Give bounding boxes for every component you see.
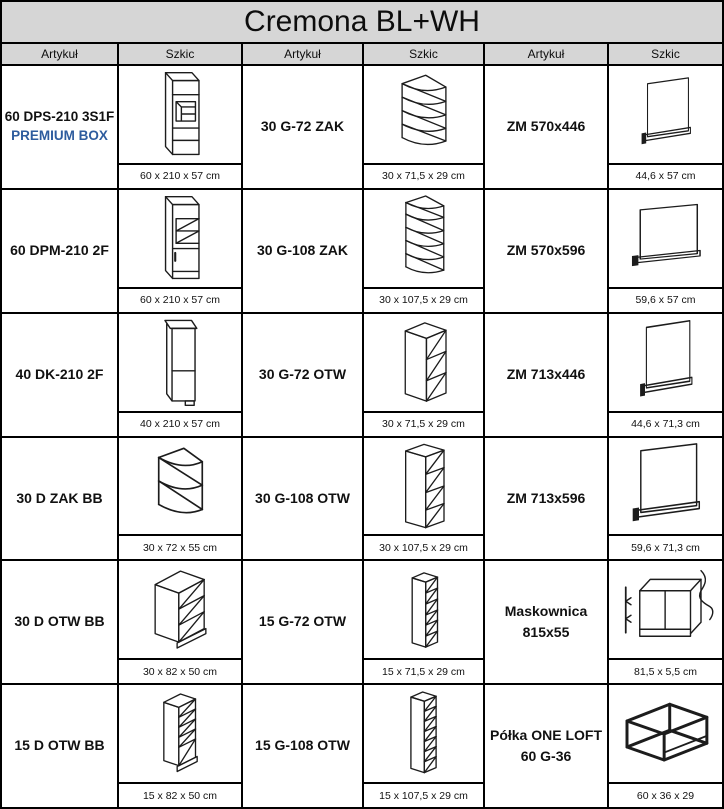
article-cell [485, 66, 607, 188]
article-cell [243, 314, 362, 436]
sketch-cell [609, 66, 722, 188]
open-wall-shelf-icon [392, 318, 456, 406]
article-code: Półka ONE LOFT [489, 727, 602, 744]
dimension-label: 60 x 36 x 29 [609, 782, 722, 807]
article-code: 30 G-72 ZAK [260, 118, 345, 135]
article-code-line2: 60 G-36 [520, 747, 572, 764]
article-cell [2, 66, 117, 188]
article-cell [243, 561, 362, 683]
sketch-cell [364, 438, 483, 560]
article-cell [243, 685, 362, 807]
dimension-label: 30 x 107,5 x 29 cm [364, 287, 483, 312]
article-cell [243, 438, 362, 560]
article-premium-label: PREMIUM BOX [11, 128, 108, 144]
dimension-label: 44,6 x 71,3 cm [609, 411, 722, 436]
sketch-cell [119, 66, 241, 188]
open-wall-shelf-tall-icon [394, 439, 454, 533]
sketch-cell [119, 190, 241, 312]
narrow-base-shelf-icon [152, 689, 209, 779]
appliance-panel-icon [620, 199, 712, 277]
sketch-cell [119, 685, 241, 807]
sketch-cell [119, 561, 241, 683]
article-code: ZM 570x446 [506, 118, 586, 135]
article-cell [485, 561, 607, 683]
header-szkic-1: Szkic [119, 44, 241, 64]
sketch-cell [609, 314, 722, 436]
sketch-cell [119, 438, 241, 560]
article-code: ZM 570x596 [506, 241, 586, 258]
narrow-open-shelf-tall-icon [399, 687, 448, 781]
corner-shelf-unit-tall-icon [396, 191, 452, 285]
dimension-label: 40 x 210 x 57 cm [119, 411, 241, 436]
article-cell [2, 190, 117, 312]
article-code: 60 DPS-210 3S1F [4, 108, 115, 124]
article-code: 30 G-72 OTW [258, 365, 347, 382]
article-code: 40 DK-210 2F [15, 365, 104, 382]
article-cell [2, 685, 117, 807]
article-cell [485, 190, 607, 312]
appliance-panel-icon [633, 72, 699, 156]
sketch-cell [609, 685, 722, 807]
appliance-panel-icon [621, 437, 711, 535]
article-cell [2, 438, 117, 560]
dimension-label: 30 x 82 x 50 cm [119, 658, 241, 683]
article-code: 30 D OTW BB [14, 613, 105, 630]
article-code: ZM 713x596 [506, 489, 586, 506]
sketch-cell [364, 66, 483, 188]
dimension-label: 81,5 x 5,5 cm [609, 658, 722, 683]
dimension-label: 30 x 72 x 55 cm [119, 534, 241, 559]
base-open-shelf-icon [145, 566, 216, 654]
header-artykul-3: Artykuł [485, 44, 607, 64]
article-code: 60 DPM-210 2F [10, 241, 109, 258]
article-code: 30 G-108 OTW [255, 489, 350, 506]
article-code: Maskownica [504, 603, 588, 620]
narrow-open-shelf-icon [397, 566, 451, 654]
article-code: 15 D OTW BB [14, 737, 105, 754]
article-cell [485, 314, 607, 436]
header-szkic-2: Szkic [364, 44, 483, 64]
corner-shelf-unit-icon [392, 70, 456, 158]
article-code: ZM 713x446 [506, 365, 586, 382]
article-code: 15 G-72 OTW [258, 613, 347, 630]
sketch-cell [119, 314, 241, 436]
tall-microwave-cabinet-icon [155, 192, 206, 284]
article-cell [2, 561, 117, 683]
tall-cabinet-icon [156, 316, 204, 408]
sketch-cell [609, 190, 722, 312]
article-cell [485, 685, 607, 807]
article-cell [2, 314, 117, 436]
sketch-cell [364, 685, 483, 807]
corner-base-shelf-icon [147, 444, 214, 528]
sketch-cell [609, 561, 722, 683]
dimension-label: 59,6 x 71,3 cm [609, 534, 722, 559]
dimension-label: 15 x 82 x 50 cm [119, 782, 241, 807]
tall-oven-cabinet-icon [155, 68, 206, 160]
plinth-cover-icon [617, 568, 715, 652]
sketch-cell [364, 561, 483, 683]
open-frame-shelf-icon [614, 695, 718, 773]
sketch-cell [364, 190, 483, 312]
dimension-label: 60 x 210 x 57 cm [119, 287, 241, 312]
dimension-label: 44,6 x 57 cm [609, 163, 722, 188]
article-cell [243, 190, 362, 312]
appliance-panel-icon [631, 314, 701, 410]
article-code: 15 G-108 OTW [255, 737, 350, 754]
header-szkic-3: Szkic [609, 44, 722, 64]
dimension-label: 59,6 x 57 cm [609, 287, 722, 312]
dimension-label: 30 x 71,5 x 29 cm [364, 411, 483, 436]
dimension-label: 15 x 107,5 x 29 cm [364, 782, 483, 807]
article-code: 30 D ZAK BB [16, 489, 103, 506]
dimension-label: 30 x 71,5 x 29 cm [364, 163, 483, 188]
dimension-label: 30 x 107,5 x 29 cm [364, 534, 483, 559]
dimension-label: 60 x 210 x 57 cm [119, 163, 241, 188]
article-cell [485, 438, 607, 560]
article-cell [243, 66, 362, 188]
article-code: 30 G-108 ZAK [256, 241, 349, 258]
header-artykul-1: Artykuł [2, 44, 117, 64]
page-title: Cremona BL+WH [2, 2, 722, 42]
sketch-cell [364, 314, 483, 436]
sketch-cell [609, 438, 722, 560]
dimension-label: 15 x 71,5 x 29 cm [364, 658, 483, 683]
article-code-line2: 815x55 [522, 623, 570, 640]
header-artykul-2: Artykuł [243, 44, 362, 64]
